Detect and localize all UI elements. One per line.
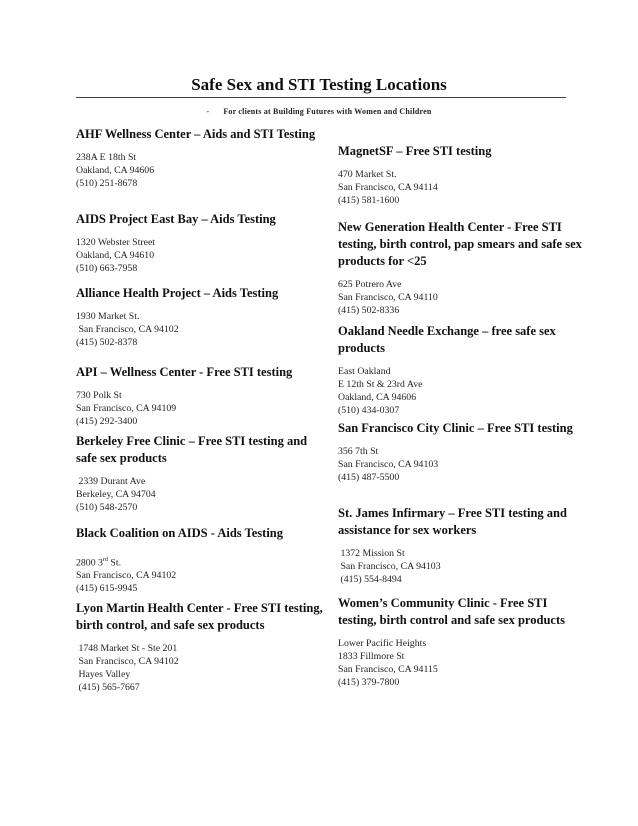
location-address [76, 389, 326, 428]
location-entry [76, 525, 326, 595]
address-line: E 12th St & 23rd Ave [338, 379, 423, 390]
address-line: 1372 Mission St [338, 548, 405, 559]
location-entry [76, 285, 326, 349]
location-entry [338, 595, 588, 689]
address-line: Berkeley, CA 94704 [76, 489, 156, 500]
address-line: 1748 Market St - Ste 201 [76, 643, 178, 654]
address-line: 356 7th St [338, 446, 379, 457]
location-address [338, 168, 588, 207]
address-line: San Francisco, CA 94103 [338, 459, 439, 470]
phone-number: (415) 615-9945 [76, 583, 138, 595]
location-entry [338, 219, 588, 317]
address-line: San Francisco, CA 94102 [76, 656, 179, 667]
location-entry [76, 211, 326, 275]
address-line: Oakland, CA 94606 [338, 392, 417, 403]
address-line: 1320 Webster Street [76, 237, 156, 248]
location-address [76, 310, 326, 349]
phone-number: (415) 487-5500 [338, 472, 400, 483]
address-line: East Oakland [338, 366, 391, 377]
address-line: Lower Pacific Heights [338, 638, 427, 649]
phone-number: (510) 434-0307 [338, 405, 400, 416]
address-line: 238A E 18th St [76, 152, 137, 163]
location-address [76, 151, 326, 190]
subtitle-text: For clients at Building Futures with Women and Children [223, 107, 432, 116]
address-line: 1833 Fillmore St [338, 651, 405, 662]
address-line: 2339 Durant Ave [76, 476, 146, 487]
location-entry [76, 126, 326, 190]
location-name: MagnetSF – Free STI testing [338, 144, 492, 158]
page-subtitle [0, 107, 638, 116]
location-name: AIDS Project East Bay – Aids Testing [76, 212, 276, 226]
phone-number: (510) 251-8678 [76, 178, 138, 189]
location-address [76, 642, 326, 694]
location-name: St. James Infirmary – Free STI testing and assistance for sex workers [338, 506, 567, 537]
address-street-number: 2800 3 [76, 557, 103, 569]
address-line: 625 Potrero Ave [338, 279, 402, 290]
address-line: San Francisco, CA 94114 [338, 182, 438, 193]
title-divider [76, 97, 566, 98]
location-name: AHF Wellness Center – Aids and STI Testing [76, 127, 316, 141]
location-name: API – Wellness Center - Free STI testing [76, 365, 293, 379]
phone-number: (415) 565-7667 [76, 682, 140, 693]
address-line: 470 Market St. [338, 169, 397, 180]
location-address [76, 554, 326, 595]
location-entry [338, 420, 588, 484]
location-entry [76, 433, 326, 514]
address-line: San Francisco, CA 94102 [76, 324, 179, 335]
phone-number: (415) 502-8336 [338, 305, 400, 316]
location-entry [338, 143, 588, 207]
address-line: Oakland, CA 94610 [76, 250, 155, 261]
location-name: Berkeley Free Clinic – Free STI testing and safe sex products [76, 434, 308, 465]
location-name: New Generation Health Center - Free STI testing, birth control, pap smears and safe sex products for <25 [338, 220, 582, 268]
location-entry [338, 323, 588, 417]
location-entry [76, 364, 326, 428]
location-entry [76, 600, 326, 694]
phone-number: (510) 548-2570 [76, 502, 138, 513]
phone-number: (415) 581-1600 [338, 195, 400, 206]
subtitle-dash: - [206, 107, 210, 116]
location-name: San Francisco City Clinic – Free STI testing [338, 421, 573, 435]
phone-number: (415) 292-3400 [76, 416, 138, 427]
address-line [76, 554, 326, 569]
location-address [338, 278, 588, 317]
location-address [338, 637, 588, 689]
location-name: Lyon Martin Health Center - Free STI testing, birth control, and safe sex products [76, 601, 323, 632]
page-title: Safe Sex and STI Testing Locations [191, 75, 447, 94]
location-address [76, 475, 326, 514]
location-address [338, 445, 588, 484]
location-address [338, 547, 588, 586]
address-line: San Francisco, CA 94110 [338, 292, 438, 303]
location-name: Women’s Community Clinic - Free STI testing, birth control and safe sex products [338, 596, 565, 627]
location-name: Alliance Health Project – Aids Testing [76, 286, 279, 300]
location-address [76, 236, 326, 275]
address-line: Hayes Valley [76, 669, 131, 680]
location-name: Oakland Needle Exchange – free safe sex products [338, 324, 556, 355]
phone-number: (415) 554-8494 [338, 574, 402, 585]
location-name: Black Coalition on AIDS - Aids Testing [76, 526, 284, 540]
address-line: San Francisco, CA 94115 [338, 664, 438, 675]
address-line: Oakland, CA 94606 [76, 165, 155, 176]
phone-number: (510) 663-7958 [76, 263, 138, 274]
location-entry [338, 505, 588, 586]
phone-number: (415) 502-8378 [76, 337, 138, 348]
ordinal-suffix: rd [102, 557, 108, 563]
phone-number: (415) 379-7800 [338, 677, 400, 688]
address-line: San Francisco, CA 94103 [338, 561, 441, 572]
address-line: 1930 Market St. [76, 311, 140, 322]
address-line: San Francisco, CA 94109 [76, 403, 177, 414]
address-street-suffix: St. [107, 557, 122, 569]
address-line: San Francisco, CA 94102 [76, 570, 177, 582]
location-address [338, 365, 588, 417]
address-line: 730 Polk St [76, 390, 122, 401]
